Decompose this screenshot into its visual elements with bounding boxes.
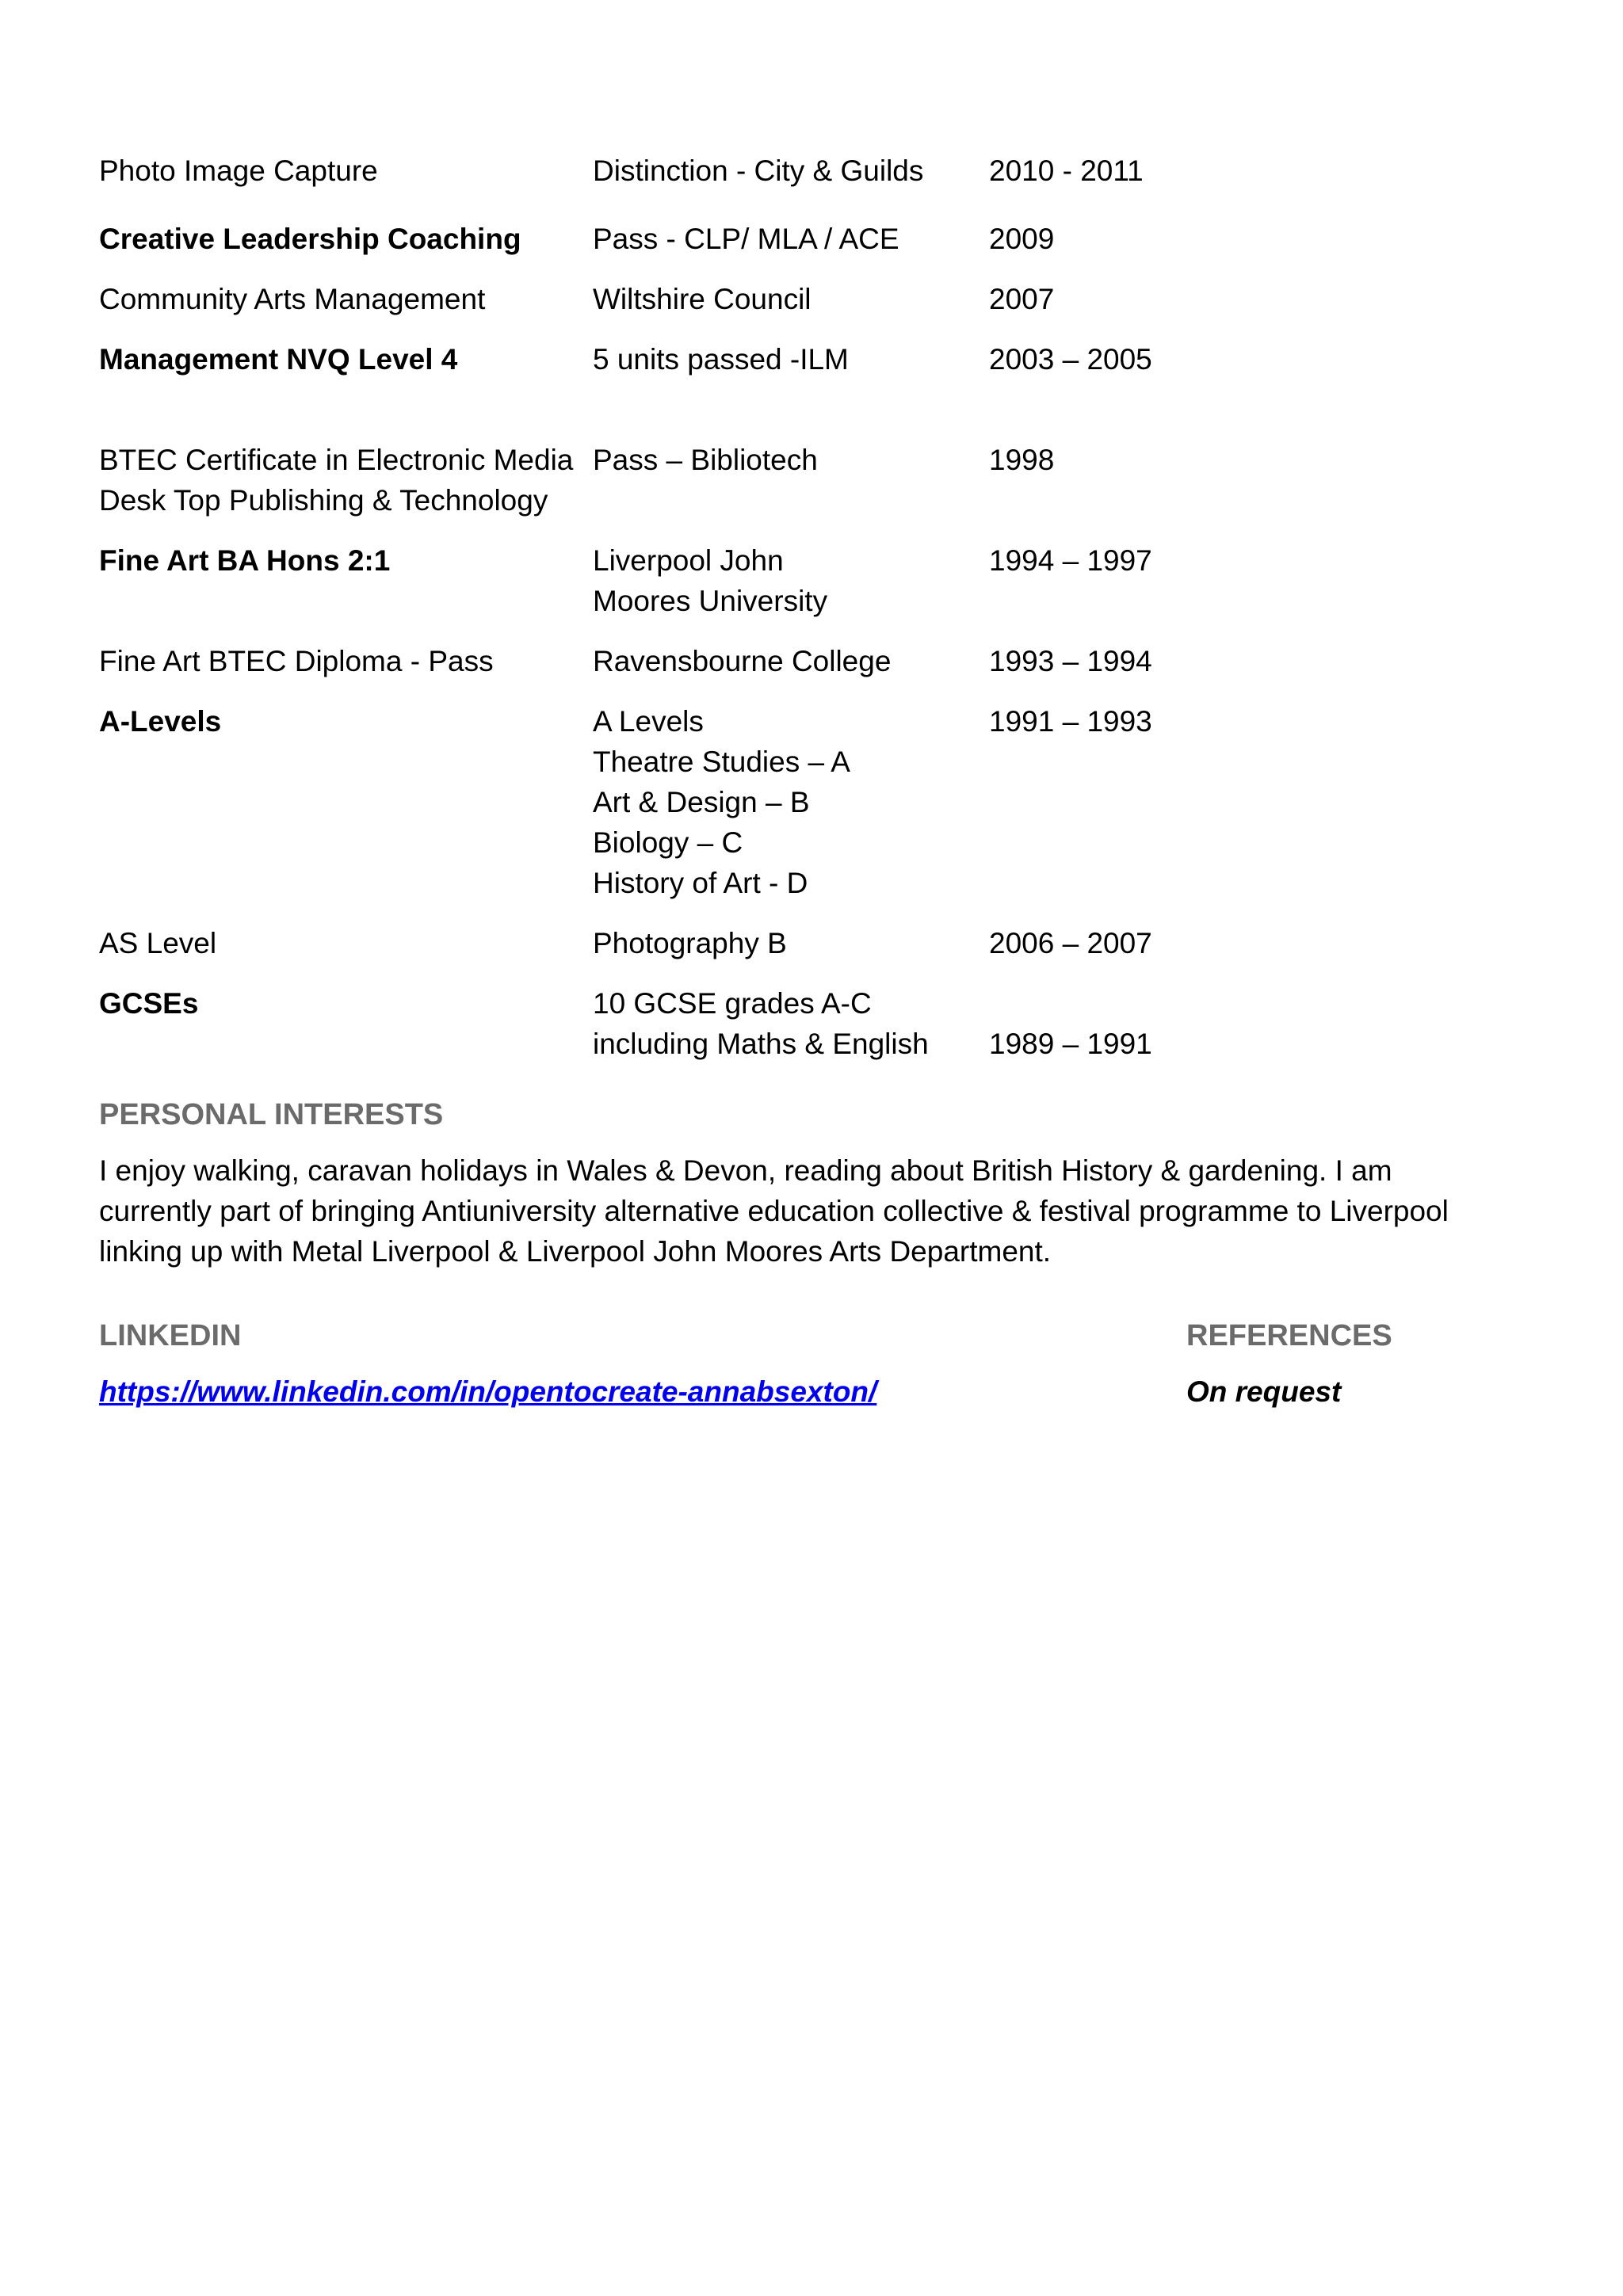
qualification-dates: 2007 — [989, 283, 1055, 315]
qualification-institution: Pass - CLP/ MLA / ACE — [593, 223, 899, 255]
qualification-title: A-Levels — [99, 705, 222, 738]
linkedin-link[interactable]: https://www.linkedin.com/in/opentocreate-annabsexton/ — [99, 1375, 877, 1408]
qualification-institution: A Levels Theatre Studies – A Art & Design – B Biology – C History of Art - D — [593, 705, 850, 899]
qualification-row — [99, 440, 1209, 521]
personal-interests-heading: PERSONAL INTERESTS — [99, 1098, 444, 1131]
qualification-row — [99, 219, 1209, 259]
qualification-dates: 1994 – 1997 — [989, 544, 1152, 577]
qualification-dates: 1989 – 1991 — [989, 1028, 1152, 1060]
qualification-institution: Liverpool John Moores University — [593, 544, 828, 617]
linkedin-heading: LINKEDIN — [99, 1319, 242, 1352]
qualification-row — [99, 151, 1209, 191]
qualification-title: BTEC Certificate in Electronic Media Desk Top Publishing & Technology — [99, 444, 574, 517]
qualification-title: Community Arts Management — [99, 283, 486, 315]
qualification-title: Fine Art BA Hons 2:1 — [99, 544, 391, 577]
qualification-title: Management NVQ Level 4 — [99, 343, 458, 376]
qualification-institution: Ravensbourne College — [593, 645, 892, 677]
qualification-institution: Pass – Bibliotech — [593, 444, 818, 476]
qualification-dates: 2010 - 2011 — [989, 154, 1144, 187]
qualification-institution: Photography B — [593, 927, 787, 959]
qualification-title: Fine Art BTEC Diploma - Pass — [99, 645, 494, 677]
qualification-row — [99, 701, 1209, 903]
qualification-dates: 1998 — [989, 444, 1055, 476]
qualification-institution: Wiltshire Council — [593, 283, 812, 315]
qualification-institution: 5 units passed -ILM — [593, 343, 849, 376]
qualification-title: Photo Image Capture — [99, 154, 378, 187]
qualification-dates: 2009 — [989, 223, 1055, 255]
qualification-dates: 1991 – 1993 — [989, 705, 1152, 738]
qualification-dates: 2006 – 2007 — [989, 927, 1152, 959]
qualification-row — [99, 279, 1209, 319]
qualification-institution: 10 GCSE grades A-C including Maths & English — [593, 987, 929, 1060]
qualification-institution: Distinction - City & Guilds — [593, 154, 924, 187]
qualification-row — [99, 641, 1209, 681]
qualification-row — [99, 983, 1209, 1064]
qualification-title: GCSEs — [99, 987, 199, 1020]
qualification-title: Creative Leadership Coaching — [99, 223, 521, 255]
qualification-row — [99, 540, 1209, 621]
references-value: On request — [1186, 1375, 1342, 1408]
qualification-dates: 2003 – 2005 — [989, 343, 1152, 376]
qualification-title: AS Level — [99, 927, 217, 959]
qualification-row — [99, 923, 1209, 963]
references-heading: REFERENCES — [1186, 1319, 1392, 1352]
personal-interests-text: I enjoy walking, caravan holidays in Wales & Devon, reading about British History & gardening. I am currently part of bringing Antiuniversity alternative education collective & festival programme to Liverpool linking up with Metal Liverpool & Liverpool John Moores Arts Department. — [99, 1154, 1449, 1268]
qualification-row — [99, 339, 1209, 379]
qualification-dates: 1993 – 1994 — [989, 645, 1152, 677]
